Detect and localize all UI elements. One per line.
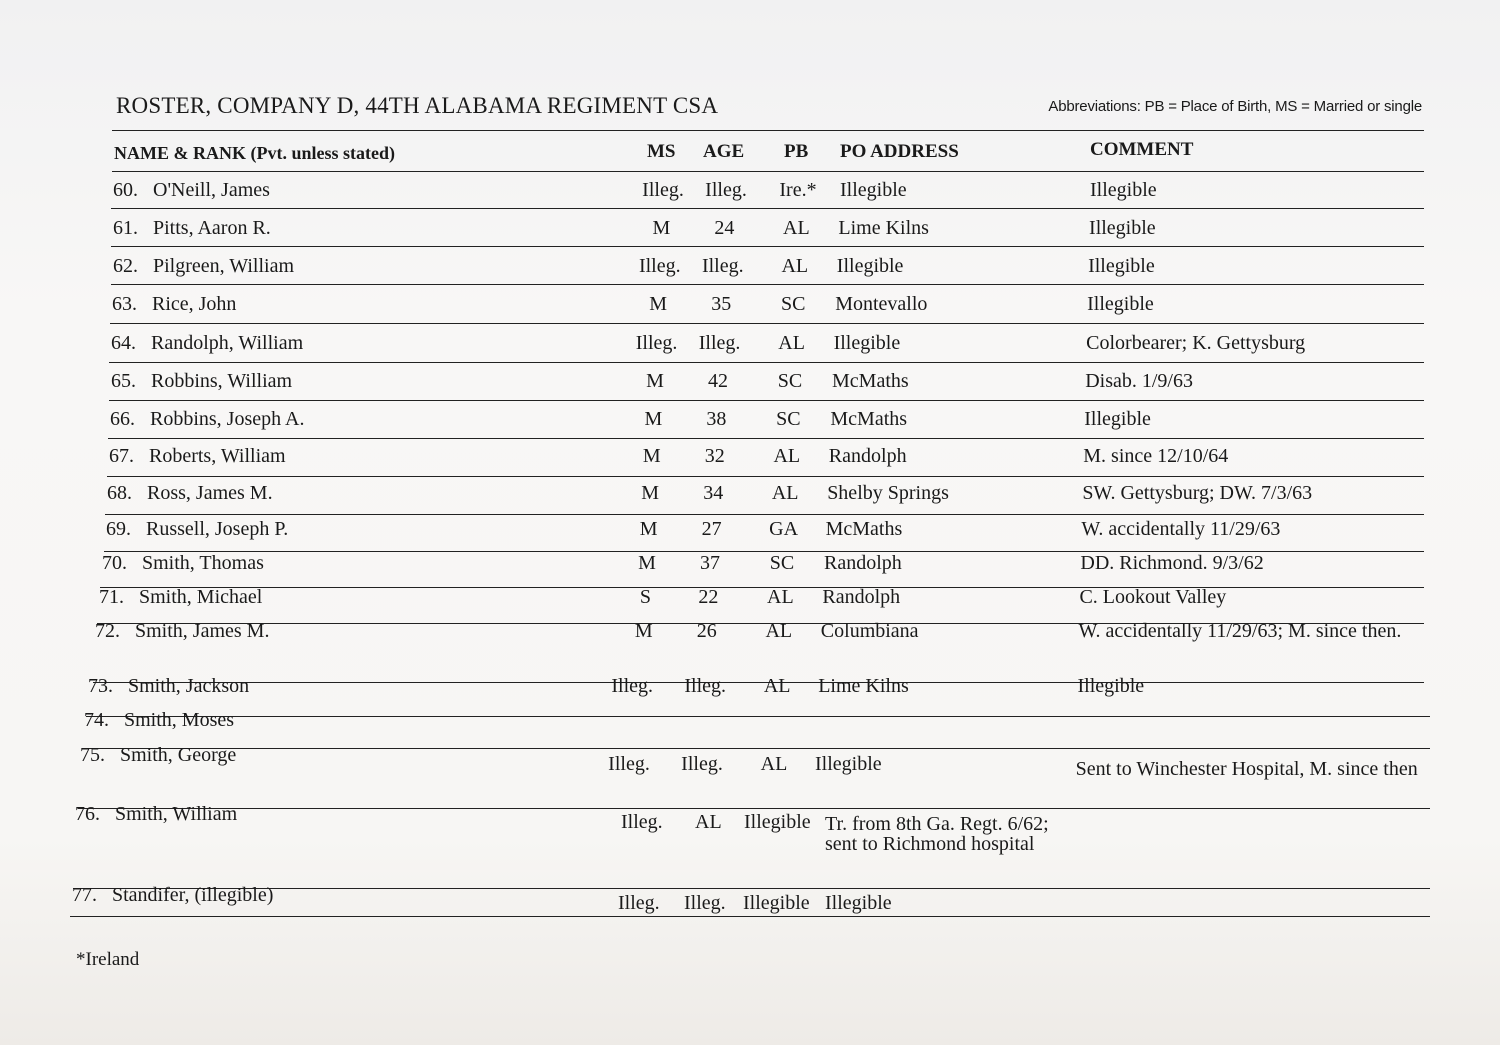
row-pb: AL bbox=[773, 445, 801, 467]
row-rule bbox=[82, 748, 1430, 749]
row-name: Smith, Thomas bbox=[142, 552, 264, 574]
row-pb: SC bbox=[776, 408, 801, 430]
row-pb: AL bbox=[763, 675, 791, 697]
header-comment: COMMENT bbox=[1090, 139, 1194, 160]
row-ms: M bbox=[642, 445, 661, 467]
row-ms: Illeg. bbox=[635, 332, 678, 354]
row-number: 72. bbox=[95, 620, 120, 642]
row-ms: Illeg. bbox=[642, 179, 684, 201]
row-address: Illegible bbox=[840, 179, 907, 201]
row-address: McMaths bbox=[832, 370, 909, 392]
row-name: Rice, John bbox=[152, 293, 237, 315]
row-ms: M bbox=[641, 482, 660, 504]
row-rule bbox=[107, 476, 1424, 477]
row-ms: M bbox=[639, 518, 658, 540]
row-name: Standifer, (illegible) bbox=[112, 884, 274, 906]
row-number: 74. bbox=[84, 709, 109, 731]
row-name: Smith, James M. bbox=[135, 620, 270, 642]
row-comment: Illegible bbox=[1088, 255, 1155, 277]
row-address: Illegible bbox=[836, 255, 904, 277]
row-number: 63. bbox=[112, 293, 137, 315]
row-rule bbox=[78, 808, 1430, 809]
header-rule bbox=[112, 171, 1424, 172]
row-pb: GA bbox=[769, 518, 799, 540]
row-pb: SC bbox=[777, 370, 803, 392]
row-age: 42 bbox=[708, 370, 728, 392]
row-ms: M bbox=[646, 370, 664, 392]
row-rule bbox=[105, 514, 1424, 515]
row-age: Illeg. bbox=[684, 675, 727, 697]
row-name: Randolph, William bbox=[151, 332, 304, 354]
row-pb: SC bbox=[780, 293, 806, 315]
abbreviations-note: Abbreviations: PB = Place of Birth, MS = Married or single bbox=[1048, 98, 1422, 115]
row-pb: AL bbox=[765, 620, 793, 642]
row-age: 27 bbox=[701, 518, 722, 540]
row-age: Illeg. bbox=[684, 892, 726, 914]
page-title: ROSTER, COMPANY D, 44TH ALABAMA REGIMENT CSA bbox=[116, 93, 719, 118]
row-age: 37 bbox=[700, 552, 720, 574]
row-rule bbox=[111, 246, 1424, 247]
row-pb: Ire.* bbox=[779, 179, 817, 201]
row-comment: DD. Richmond. 9/3/62 bbox=[1080, 552, 1264, 574]
row-address: Illegible bbox=[815, 753, 882, 775]
row-address: Lime Kilns bbox=[818, 675, 909, 697]
row-comment: Illegible bbox=[1084, 408, 1151, 430]
row-number: 70. bbox=[102, 552, 127, 574]
row-rule bbox=[111, 284, 1424, 285]
row-comment: SW. Gettysburg; DW. 7/3/63 bbox=[1082, 482, 1313, 504]
row-address: Randolph bbox=[828, 445, 907, 467]
row-comment: Illegible bbox=[1087, 293, 1154, 315]
row-number: 75. bbox=[80, 744, 105, 766]
row-age: Illeg. bbox=[701, 255, 744, 277]
row-name: Smith, William bbox=[115, 803, 238, 825]
row-ms: Illeg. bbox=[638, 255, 681, 277]
header-age: AGE bbox=[703, 141, 745, 162]
footnote: *Ireland bbox=[76, 949, 140, 970]
row-comment: Colorbearer; K. Gettysburg bbox=[1086, 332, 1306, 354]
row-age: 38 bbox=[706, 408, 727, 430]
row-age: AL bbox=[695, 811, 722, 833]
row-address: McMaths bbox=[825, 518, 903, 540]
row-number: 68. bbox=[107, 482, 132, 504]
row-pb: AL bbox=[767, 586, 794, 608]
row-comment: C. Lookout Valley bbox=[1079, 586, 1227, 608]
row-number: 64. bbox=[111, 332, 136, 354]
row-ms: S bbox=[639, 586, 651, 608]
row-number: 66. bbox=[110, 408, 135, 430]
row-rule bbox=[108, 438, 1424, 439]
row-age: 32 bbox=[704, 445, 725, 467]
row-comment: W. accidentally 11/29/63 bbox=[1081, 518, 1281, 540]
top-rule bbox=[112, 130, 1424, 131]
row-rule bbox=[70, 916, 1430, 917]
row-ms: Illeg. bbox=[608, 753, 650, 775]
row-pb: AL bbox=[778, 332, 805, 354]
row-name: O'Neill, James bbox=[153, 179, 270, 201]
row-comment: M. since 12/10/64 bbox=[1083, 445, 1229, 467]
row-name: Pilgreen, William bbox=[153, 255, 295, 277]
header-ms: MS bbox=[647, 141, 676, 162]
row-rule bbox=[109, 362, 1424, 363]
row-ms: M bbox=[634, 620, 653, 642]
row-ms: M bbox=[652, 217, 671, 239]
row-age: Illeg. bbox=[705, 179, 747, 201]
row-pb: Illegible bbox=[743, 892, 810, 914]
row-pb: AL bbox=[783, 217, 810, 239]
header-pb: PB bbox=[784, 141, 809, 162]
row-comment: W. accidentally 11/29/63; M. since then. bbox=[1078, 620, 1402, 642]
row-name: Robbins, Joseph A. bbox=[150, 408, 305, 430]
row-ms: M bbox=[644, 408, 663, 430]
row-age: Illeg. bbox=[681, 753, 723, 775]
row-address: Illegible bbox=[833, 332, 901, 354]
row-pb: Illegible bbox=[744, 811, 811, 833]
row-comment: Sent to Winchester Hospital, M. since then bbox=[1075, 758, 1418, 780]
row-number: 62. bbox=[113, 255, 138, 277]
row-age: 35 bbox=[711, 293, 732, 315]
header-address: PO ADDRESS bbox=[840, 141, 959, 162]
row-number: 71. bbox=[99, 586, 124, 608]
row-rule bbox=[109, 400, 1424, 401]
row-number: 69. bbox=[106, 518, 131, 540]
row-name: Ross, James M. bbox=[147, 482, 273, 504]
row-ms: Illeg. bbox=[618, 892, 660, 914]
row-pb: AL bbox=[781, 255, 809, 277]
row-age: 34 bbox=[703, 482, 724, 504]
row-age: 22 bbox=[698, 586, 719, 608]
row-address: Shelby Springs bbox=[827, 482, 949, 504]
row-pb: SC bbox=[769, 552, 795, 574]
header-name: NAME & RANK (Pvt. unless stated) bbox=[114, 143, 395, 163]
row-number: 67. bbox=[109, 445, 134, 467]
row-pb: AL bbox=[760, 753, 788, 775]
row-rule bbox=[73, 888, 1430, 889]
row-ms: M bbox=[649, 293, 668, 315]
row-ms: Illeg. bbox=[621, 811, 663, 833]
row-age: 24 bbox=[714, 217, 735, 239]
row-name: Roberts, William bbox=[149, 445, 286, 467]
row-pb: AL bbox=[771, 482, 799, 504]
row-number: 76. bbox=[75, 803, 100, 825]
row-address: McMaths bbox=[830, 408, 908, 430]
row-name: Smith, Moses bbox=[124, 709, 235, 731]
row-number: 77. bbox=[72, 884, 97, 906]
row-rule bbox=[111, 208, 1424, 209]
row-name: Robbins, William bbox=[151, 370, 293, 392]
row-age: 26 bbox=[696, 620, 717, 642]
row-name: Pitts, Aaron R. bbox=[153, 217, 271, 239]
row-address: Illegible bbox=[825, 892, 892, 914]
row-name: Smith, Jackson bbox=[128, 675, 250, 697]
row-address: Tr. from 8th Ga. Regt. 6/62; sent to Richmond hospital bbox=[825, 813, 1049, 855]
row-name: Smith, Michael bbox=[139, 586, 263, 608]
row-number: 60. bbox=[113, 179, 138, 201]
row-ms: M bbox=[638, 552, 656, 574]
row-name: Smith, George bbox=[120, 744, 237, 766]
row-comment: Illegible bbox=[1089, 217, 1156, 239]
row-number: 61. bbox=[113, 217, 138, 239]
row-address: Randolph bbox=[824, 552, 902, 574]
row-address: Montevallo bbox=[835, 293, 928, 315]
row-name: Russell, Joseph P. bbox=[146, 518, 289, 540]
row-age: Illeg. bbox=[698, 332, 741, 354]
row-address: Columbiana bbox=[820, 620, 919, 642]
row-comment: Illegible bbox=[1090, 179, 1157, 201]
row-number: 73. bbox=[88, 675, 113, 697]
row-ms: Illeg. bbox=[611, 675, 654, 697]
row-address: Randolph bbox=[822, 586, 901, 608]
row-comment: Illegible bbox=[1077, 675, 1145, 697]
row-rule bbox=[110, 323, 1424, 324]
row-rule bbox=[86, 716, 1430, 717]
row-number: 65. bbox=[111, 370, 136, 392]
row-address: Lime Kilns bbox=[838, 217, 929, 239]
row-comment: Disab. 1/9/63 bbox=[1085, 370, 1193, 392]
